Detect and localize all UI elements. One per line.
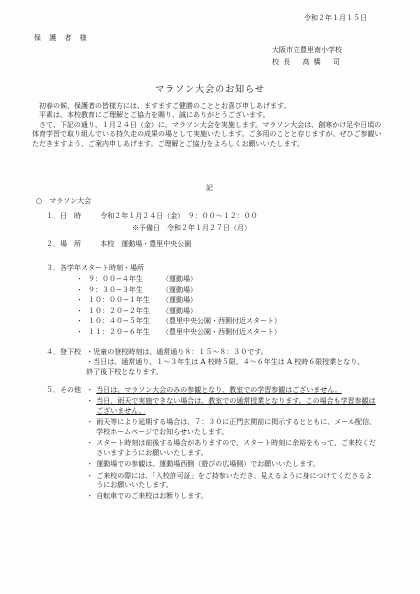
bullet: ・ (86, 471, 94, 480)
start-place: （運動場） (162, 306, 197, 315)
school-name: 大阪市立豊里南小学校 (272, 46, 342, 54)
bullet: ・ (76, 317, 83, 326)
other-note (86, 386, 378, 395)
bullet: ・ (76, 296, 83, 305)
bullet: ・ (76, 275, 83, 284)
start-place: （豊里中央公園・西側付近スタート） (162, 317, 281, 326)
bullet: ・ (86, 386, 94, 394)
other-notes-list (86, 386, 378, 504)
bullet: ・ (86, 418, 94, 427)
start-place: （豊里中央公園・西側付近スタート） (162, 327, 281, 336)
bullet: ・ (86, 460, 94, 469)
start-time-item (76, 275, 281, 286)
section-commute (46, 348, 366, 378)
other-note (86, 439, 378, 458)
other-note (86, 397, 378, 416)
note-text: ご来校の際には、「入校許可証」をご持参いただき、見えるように身につけてくださるようにお願いいたします。 (96, 471, 373, 489)
other-note (86, 460, 378, 469)
intro-text (32, 102, 388, 149)
start-time-item (76, 317, 281, 328)
intro-paragraph: 初春の候、保護者の皆様方には、ますますご健勝のこととお喜び申しあげます。 (39, 102, 291, 110)
note-text: 雨天等により延期する場合は、７：３０に正門玄関前に掲示するとともに、メール配信、学校ホームページでお知らせいたします。 (96, 418, 377, 436)
underlined-note: 当日は、マラソン大会のみの参観となり、教室での学習参観はございません。 (96, 386, 342, 394)
page-title: マラソン大会のお知らせ (155, 85, 265, 95)
start-time-list (46, 275, 281, 338)
intro-paragraph: 平素は、本校教育にご理解とご協力を賜り、誠にありがとうございます。 (39, 111, 270, 120)
section-label: ５．その他 (46, 386, 81, 394)
other-note (86, 492, 378, 501)
event-place: 本校 運動場・豊里中央公園 (100, 240, 192, 248)
start-place: （運動場） (162, 275, 197, 284)
section-place (46, 240, 191, 249)
event-heading: ○ マラソン大会 (36, 197, 92, 205)
bullet: ・ (86, 492, 94, 501)
commute-line: ・児童の登校時刻は、通常通り８：１５～８：３０です。 (86, 348, 268, 356)
note-text: 運動場での参観は、運動場西側（遊びの広場側）でお願いいたします。 (96, 460, 320, 469)
addressee: 保 護 者 様 (34, 34, 90, 42)
ki-marker: 記 (206, 184, 213, 192)
backup-date: ※予備日 令和２年１月２７日（月） (132, 224, 251, 232)
bullet: ・ (86, 397, 94, 406)
start-time-item (76, 307, 281, 318)
note-text: 自転車でのご来校はお断りします。 (96, 492, 208, 501)
start-place: （運動場） (162, 285, 197, 294)
start-time: ９：３０−３年生 (88, 285, 143, 294)
start-time-item (76, 296, 281, 307)
note-text: スタート時刻は前後する場合がありますので、スタート時刻に余裕をもって、ご来校くださいますようにお願いいたします。 (96, 439, 376, 457)
principal-name: 校 長 高 橋 司 (272, 58, 341, 66)
section-start-times (46, 264, 281, 338)
start-time: １１：２０−６年生 (88, 327, 150, 336)
start-time: １０：２０−２年生 (88, 306, 150, 315)
start-time: ９：００−４年生 (88, 275, 143, 284)
bullet: ・ (86, 439, 94, 448)
start-time-item (76, 286, 281, 297)
bullet: ・ (76, 285, 83, 294)
bullet: ・ (76, 306, 83, 315)
other-note (86, 418, 378, 437)
start-time-item (76, 328, 281, 339)
section-label: ２．場 所 (46, 240, 81, 248)
start-place: （運動場） (162, 296, 197, 305)
bullet: ・ (76, 327, 83, 336)
start-time: １０：４０−５年生 (88, 317, 150, 326)
underlined-note: 当日、雨天で実施できない場合は、教室での通常授業となります。この場合も学習参観はございません。 (96, 397, 376, 415)
section-label: １．日 時 (46, 212, 81, 220)
section-label: ４．登下校 (46, 348, 81, 356)
start-time: １０：００−１年生 (88, 296, 150, 305)
section-label: ３．各学年スタート時刻・場所 (46, 264, 144, 272)
intro-paragraph: さて、下記の通り、１月２４日（金）に、マラソン大会を実施します。マラソン大会は、創寒かけ足や日頃の体育学習で取り組んでいる持久走の成果の場として実施いたします。ご多用のことと存じますが、ぜひご参観いただきますよう、ご案内申しあげます。ご理解とご協力をよろしくお願いいたします。 (32, 120, 382, 148)
section-other (46, 386, 378, 504)
section-datetime (46, 212, 258, 236)
commute-line: ・当日は、通常通り、１～３年生は A 校時５限、４～６年生は A 校時６限授業となり、終了後下校となります。 (86, 358, 365, 376)
other-note (86, 472, 378, 491)
issue-date: 令和２年１月１５日 (304, 14, 367, 22)
event-datetime: 令和２年１月２４日（金） ９：００～１２：００ (100, 212, 258, 220)
